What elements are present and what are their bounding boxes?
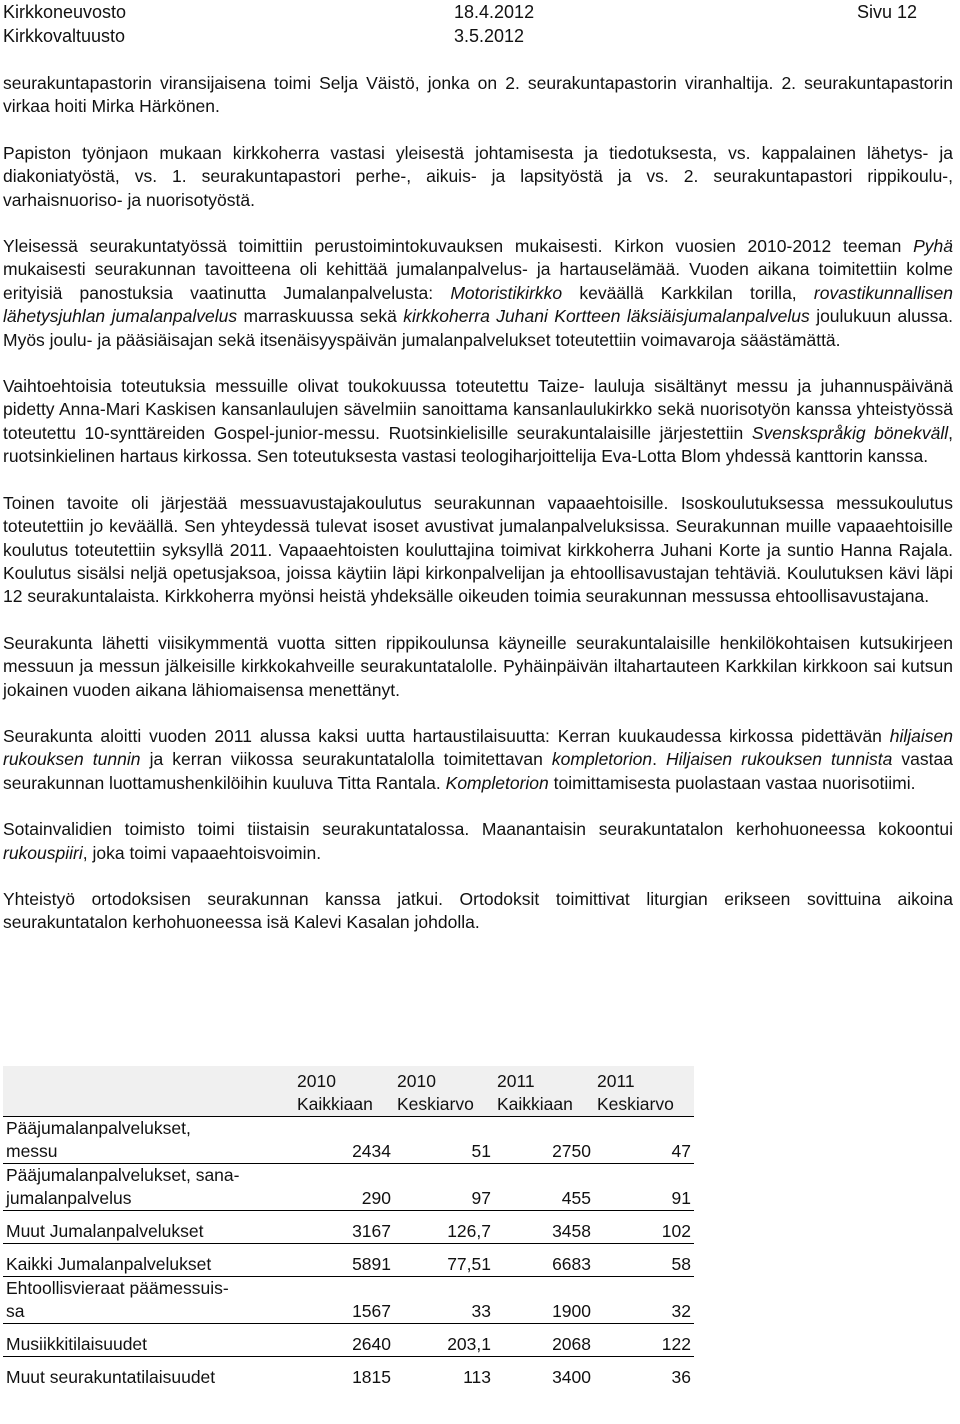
table-row: [3, 1277, 694, 1324]
statistics-table: [3, 1066, 694, 1389]
header-line: 2011: [597, 1071, 635, 1091]
table-row: [3, 1324, 694, 1357]
italic-text: rovastikunnallisen lähetysjuhlan jumalanpalvelus: [3, 282, 953, 327]
label-line: Pääjumalanpalvelukset,: [6, 1118, 191, 1138]
paragraph-2: Papiston työnjaon mukaan kirkkoherra vastasi yleisestä johtamisesta ja tiedotuksesta, vs. kappalainen lähetys- ja diakoniatyöstä, vs. 1. seurakuntapastori perhe-, aikuis- ja lapsityöstä ja vs. 2. seurakuntapastori rippikoulu-, varhaisnuoriso- ja nuorisotyöstä.: [3, 142, 953, 210]
table-cell: 97: [471, 1188, 491, 1208]
table-cell: 3167: [352, 1221, 391, 1241]
table-cell: 113: [463, 1367, 491, 1387]
table-header-empty: [3, 1066, 294, 1117]
paragraph-3: [3, 235, 953, 352]
paragraph-5: Toinen tavoite oli järjestää messuavustajakoulutus seurakunnan vapaaehtoisille. Isoskoulutuksessa messukoulutus toteutettiin jo keväällä. Sen yhteydessä tulevat isoset avustivat jumalanpalveluksissa. Seurakunnan muille vapaaehtoisille koulutus toteutettiin syksyllä 2011. Vapaaehtoisten kouluttajina toimivat kirkkoherra Juhani Korte ja suntio Hanna Rajala. Koulutus sisälsi neljä opetusjaksoa, joissa käytiin läpi kirkonpalvelijan ja ehtoollisavustajan tehtäviä. Koulutuksen kävi läpi 12 seurakuntalaista. Kirkkoherra myönsi heistä yhdeksälle oikeuden toimia seurakunnan messussa ehtoollisavustajana.: [3, 492, 953, 607]
row-label: [3, 1277, 294, 1324]
paragraph-9: Yhteistyö ortodoksisen seurakunnan kanssa jatkui. Ortodoksit toimittivat liturgian erikseen sovittuina aikoina seurakuntatalon kerhohuoneessa isä Kalevi Kasalan johdolla.: [3, 888, 953, 933]
table-cell: 2068: [552, 1334, 591, 1354]
table-cell: 2434: [352, 1141, 391, 1161]
statistics-table-wrap: [3, 1066, 694, 1389]
document-body: [3, 72, 953, 958]
table-cell: 77,51: [447, 1254, 491, 1274]
table-header-cell: [394, 1066, 494, 1117]
table-cell: 126,7: [447, 1221, 491, 1241]
table-cell: 51: [471, 1141, 491, 1161]
italic-text: Pyhä: [913, 236, 953, 257]
italic-text: Svenskspråkig bönekväll: [751, 422, 949, 443]
text-span: joulukuun alussa. Myös joulu- ja pääsiäisajan sekä itsenäisyyspäivän jumalanpalvelukset toteutettiin voimavaroja säästämättä.: [3, 306, 953, 350]
header-board-date: 18.4.2012: [454, 2, 535, 22]
table-cell: 2750: [552, 1141, 591, 1161]
table-row: [3, 1164, 694, 1211]
table-header-row: [3, 1066, 694, 1117]
paragraph-8: [3, 818, 953, 865]
italic-text: Motoristikirkko: [450, 282, 563, 303]
text-span: marraskuussa sekä: [237, 306, 404, 327]
label-line: Ehtoollisvieraat päämessuis-: [6, 1278, 229, 1298]
table-cell: 3400: [552, 1367, 591, 1387]
text-span: Vaihtoehtoisia toteutuksia messuille olivat toukokuussa toteutettu Taize- lauluja sisältänyt messu ja juhannuspäivänä pidetty Anna-Mari Kaskisen kansanlaulujen sävelmiin sanoittama kansanlaulukirkko sekä nuorisotyön kanssa yhteistyössä toteutettu 10-synttäreiden Gospel-junior-messu. Ruotsinkielisille seurakuntalaisille järjestettiin: [3, 376, 953, 443]
header-council-name: Kirkkovaltuusto: [3, 26, 126, 46]
row-label: [3, 1164, 294, 1211]
table-cell: 32: [671, 1301, 691, 1321]
table-row: [3, 1117, 694, 1164]
paragraph-7: [3, 725, 953, 795]
italic-text: kompletorion: [551, 749, 653, 770]
header-line: Kaikkiaan: [297, 1094, 373, 1114]
table-row: [3, 1244, 694, 1277]
paragraph-6: Seurakunta lähetti viisikymmentä vuotta sitten rippikoulunsa käyneille seurakuntalaisille henkilökohtaisen kutsukirjeen messuun ja messun jälkeisille kirkkokahveille seurakuntatalolle. Pyhäinpäivän iltahartauteen Karkkilan kirkkoon sai kutsun jokainen vuoden aikana lähiomaisensa menettänyt.: [3, 632, 953, 700]
text-span: ja kerran viikossa seurakuntatalolla toimitettavan: [140, 749, 552, 770]
row-label: Muut Jumalanpalvelukset: [6, 1221, 204, 1241]
row-label: [3, 1117, 294, 1164]
row-label: Muut seurakuntatilaisuudet: [6, 1367, 216, 1387]
row-label: Kaikki Jumalanpalvelukset: [6, 1254, 212, 1274]
header-line: Kaikkiaan: [497, 1094, 573, 1114]
italic-text: Hiljaisen rukouksen tunnista: [666, 749, 893, 770]
text-span: mukaisesti seurakunnan tavoitteena oli kehittää jumalanpalvelus- ja hartauselämää. Vuoden aikana toimitettiin kolme erityisiä panostuksia vaatinutta Jumalanpalvelusta:: [3, 259, 953, 303]
paragraph-1: seurakuntapastorin viransijaisena toimi Selja Väistö, jonka on 2. seurakuntapastorin viranhaltija. 2. seurakuntapastorin virkaa hoiti Mirka Härkönen.: [3, 73, 953, 117]
label-line: messu: [6, 1141, 58, 1161]
table-cell: 3458: [552, 1221, 591, 1241]
row-label: Musiikkitilaisuudet: [6, 1334, 148, 1354]
table-cell: 1567: [352, 1301, 391, 1321]
page-header: [0, 0, 960, 50]
header-line: 2011: [497, 1071, 535, 1091]
table-header-cell: [494, 1066, 594, 1117]
table-cell: 36: [671, 1367, 691, 1387]
table-cell: 1900: [552, 1301, 591, 1321]
header-line: Keskiarvo: [597, 1094, 674, 1114]
table-cell: 203,1: [447, 1334, 491, 1354]
table-cell: 6683: [552, 1254, 591, 1274]
page-number: Sivu 12: [857, 2, 918, 22]
table-row: [3, 1211, 694, 1244]
text-span: Yleisessä seurakuntatyössä toimittiin perustoimintokuvauksen mukaisesti. Kirkon vuosien 2010-2012 teeman: [3, 236, 914, 257]
table-cell: 290: [361, 1188, 391, 1208]
text-span: vastaa seurakunnan luottamushenkilöihin kuuluva Titta Rantala.: [3, 749, 953, 793]
table-header-cell: [294, 1066, 394, 1117]
text-span: , joka toimi vapaaehtoisvoimin.: [82, 842, 322, 863]
table-cell: 102: [661, 1221, 691, 1241]
table-cell: 2640: [352, 1334, 391, 1354]
text-span: Seurakunta aloitti vuoden 2011 alussa kaksi uutta hartaustilaisuutta: Kerran kuukaudessa kirkossa pidettävän: [3, 725, 890, 746]
italic-text: hiljaisen rukouksen tunnin: [3, 725, 953, 770]
italic-text: Kompletorion: [445, 772, 549, 793]
italic-text: rukouspiiri: [3, 842, 83, 863]
header-line: 2010: [297, 1071, 336, 1091]
paragraph-4: [3, 375, 953, 469]
header-council-date: 3.5.2012: [454, 26, 525, 46]
text-span: toimittamisesta puolastaan vastaa nuorisotiimi.: [548, 772, 916, 793]
table-cell: 5891: [352, 1254, 391, 1274]
table-row: [3, 1357, 694, 1390]
italic-text: kirkkoherra Juhani Kortteen läksiäisjumalanpalvelus: [403, 306, 810, 327]
table-cell: 122: [661, 1334, 691, 1354]
table-header-cell: [594, 1066, 694, 1117]
label-line: jumalanpalvelus: [6, 1188, 132, 1208]
header-line: 2010: [397, 1071, 436, 1091]
text-span: , ruotsinkielinen hartaus kirkossa. Sen toteutuksesta vastasi teologiharjoittelija Eva-Lotta Blom yhdessä kanttorin kanssa.: [3, 422, 953, 467]
table-cell: 47: [671, 1141, 691, 1161]
text-span: Sotainvalidien toimisto toimi tiistaisin seurakuntatalossa. Maanantaisin seurakuntatalon kerhohuoneessa kokoontui: [3, 819, 953, 840]
table-cell: 33: [471, 1301, 491, 1321]
label-line: Pääjumalanpalvelukset, sana-: [6, 1165, 240, 1185]
label-line: sa: [6, 1301, 25, 1321]
text-span: keväällä Karkkilan torilla,: [562, 282, 814, 303]
header-board-name: Kirkkoneuvosto: [3, 2, 127, 22]
table-cell: 91: [671, 1188, 691, 1208]
table-cell: 58: [671, 1254, 691, 1274]
header-line: Keskiarvo: [397, 1094, 474, 1114]
table-cell: 1815: [352, 1367, 391, 1387]
text-span: .: [652, 749, 667, 770]
table-cell: 455: [561, 1188, 591, 1208]
